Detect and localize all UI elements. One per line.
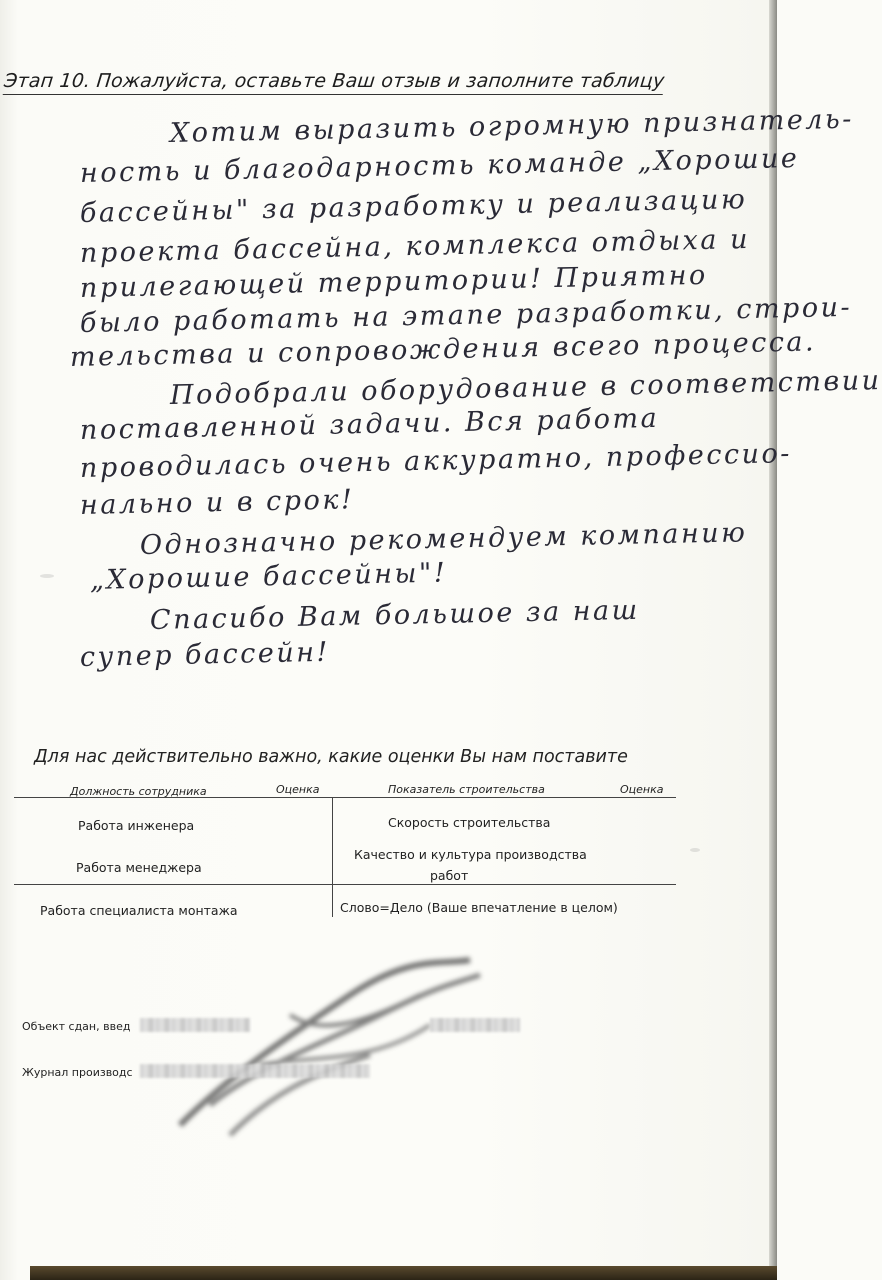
redacted-text	[140, 1064, 370, 1078]
object-handover-label: Объект сдан, введ	[22, 1020, 131, 1033]
review-line: нально и в срок!	[79, 484, 355, 521]
redacted-text	[430, 1018, 520, 1032]
stage-title: Этап 10. Пожалуйста, оставьте Ваш отзыв и заполните таблицу	[3, 70, 666, 95]
review-line: поставленной задачи. Вся работа	[79, 402, 660, 446]
paper-mark	[40, 574, 54, 578]
review-line: тельства и сопровождения всего процесса.	[69, 326, 817, 373]
review-line: Однозначно рекомендуем компанию	[139, 517, 748, 561]
review-line: проводилась очень аккуратно, профессио-	[79, 438, 793, 484]
review-line: супер бассейн!	[79, 636, 331, 673]
row-installation: Работа специалиста монтажа	[40, 903, 238, 918]
review-line: Спасибо Вам большое за наш	[149, 594, 640, 636]
review-line: проекта бассейна, комплекса отдыха и	[79, 223, 751, 269]
table-divider	[332, 797, 333, 917]
header-score-left: Оценка	[276, 783, 320, 796]
row-quality: Качество и культура производства	[354, 847, 587, 862]
header-indicator: Показатель строительства	[388, 783, 545, 796]
ratings-table	[14, 780, 676, 930]
review-line: бассейны" за разработку и реализацию	[79, 184, 748, 229]
header-position: Должность сотрудника	[70, 785, 207, 798]
review-line: „Хорошие бассейны"!	[89, 557, 448, 596]
review-line: Хотим выразить огромную признатель-	[169, 103, 855, 149]
row-manager: Работа менеджера	[76, 860, 202, 875]
review-line: Подобрали оборудование в соответствии	[169, 365, 882, 411]
redacted-text	[140, 1018, 250, 1032]
row-quality-cont: работ	[430, 868, 469, 883]
review-line: ность и благодарность команде „Хорошие	[79, 142, 800, 189]
row-word-deed: Слово=Дело (Ваше впечатление в целом)	[340, 900, 618, 915]
page-edge-shadow	[769, 0, 777, 1280]
row-engineer: Работа инженера	[78, 818, 195, 833]
paper-mark	[690, 848, 700, 852]
review-line: прилегающей территории! Приятно	[79, 259, 709, 304]
ratings-heading: Для нас действительно важно, какие оценки Вы нам поставите	[34, 747, 628, 767]
review-line: было работать на этапе разработки, строи-	[79, 291, 853, 339]
blurred-signature	[170, 955, 490, 1145]
journal-label: Журнал производс	[22, 1066, 133, 1079]
binding-strip	[30, 1266, 777, 1280]
table-row-rule	[14, 884, 676, 885]
row-speed: Скорость строительства	[388, 815, 551, 830]
header-score-right: Оценка	[620, 783, 664, 796]
